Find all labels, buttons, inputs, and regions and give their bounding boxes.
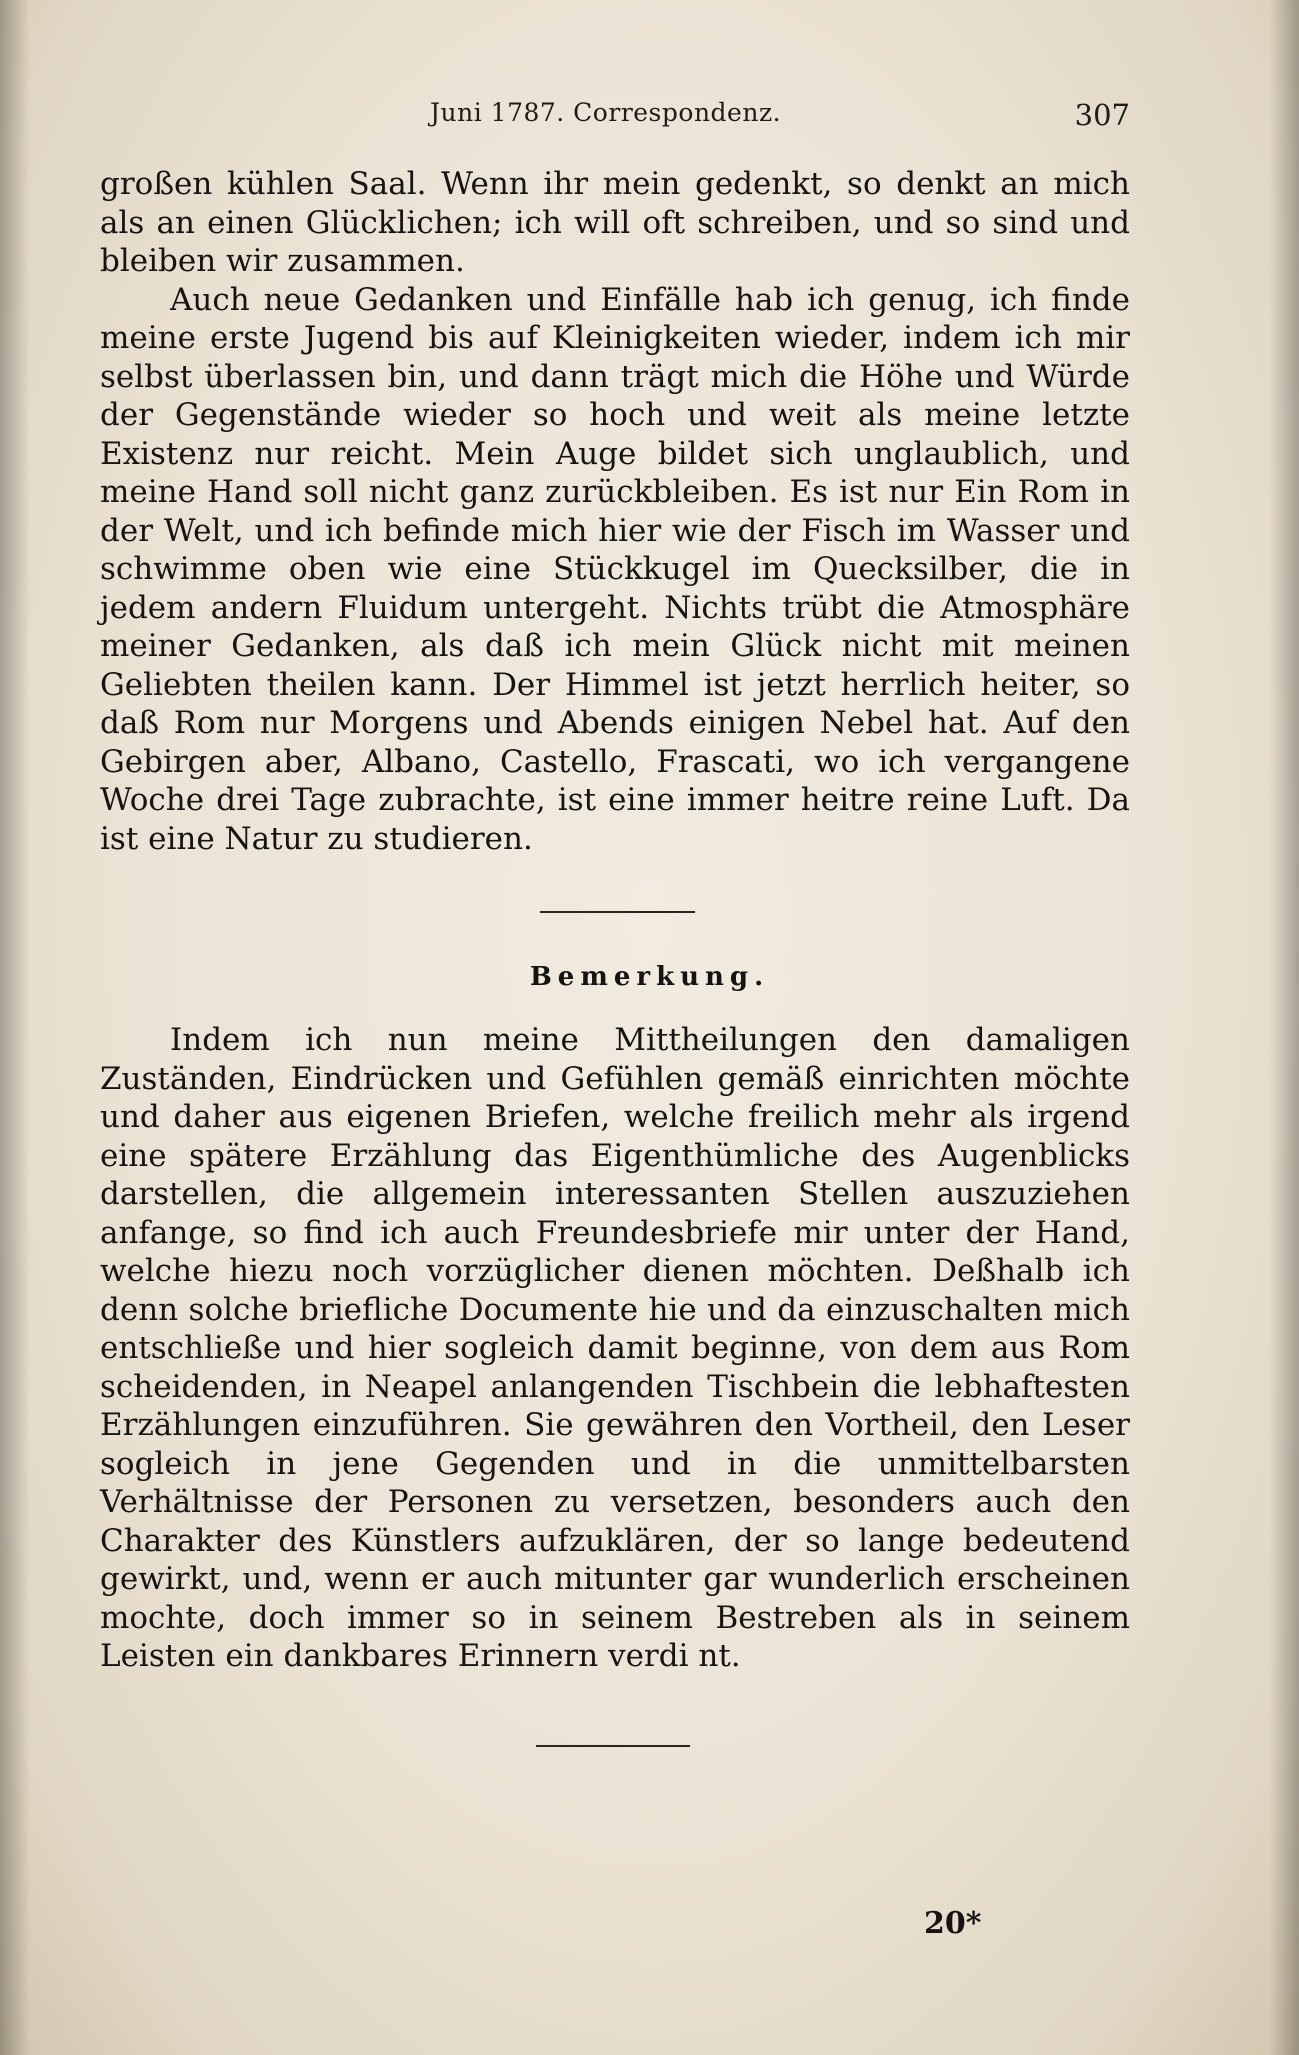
printer-signature: 20* [924, 1906, 982, 1941]
page-header [100, 98, 1130, 138]
letter-paragraph-continued: großen kühlen Saal. Wenn ihr mein gedenkt, so denkt an mich als an einen Glücklichen; ich will oft schreiben, und so sind und bleiben wir zusammen. [100, 166, 1130, 279]
right-page-shadow [1269, 0, 1299, 2055]
running-head: Juni 1787. Correspondenz. [430, 98, 782, 127]
section-divider [540, 911, 695, 913]
remark-text [100, 1021, 1130, 1676]
letter-paragraph: Auch neue Gedanken und Einfälle hab ich genug, ich finde meine erste Jugend bis auf Kleinigkeiten wieder, indem ich mir selbst überlassen bin, und dann trägt mich die Höhe und Würde der Gegenstände wieder so hoch und weit als meine letzte Existenz nur reicht. Mein Auge bildet sich unglaublich, und meine Hand soll nicht ganz zurückbleiben. Es ist nur Ein Rom in der Welt, und ich befinde mich hier wie der Fisch im Wasser und schwimme oben wie eine Stückkugel im Quecksilber, die in jedem andern Fluidum untergeht. Nichts trübt die Atmosphäre meiner Gedanken, als daß ich mein Glück nicht mit meinen Geliebten theilen kann. Der Himmel ist jetzt herrlich heiter, so daß Rom nur Morgens und Abends einigen Nebel hat. Auf den Gebirgen aber, Albano, Castello, Frascati, wo ich vergangene Woche drei Tage zubrachte, ist eine immer heitre reine Luft. Da ist eine Natur zu studieren. [100, 281, 1130, 857]
end-divider [536, 1745, 690, 1747]
section-heading: Bemerkung. [529, 962, 770, 992]
page-number: 307 [1074, 98, 1130, 132]
letter-text [100, 165, 1130, 858]
left-page-shadow [0, 0, 30, 2055]
remark-paragraph: Indem ich nun meine Mittheilungen den damaligen Zuständen, Eindrücken und Gefühlen gemäß einrichten möchte und daher aus eigenen Briefen, welche freilich mehr als irgend eine spätere Erzählung das Eigenthümliche des Augenblicks darstellen, die allgemein interessanten Stellen auszuziehen anfange, so find ich auch Freundesbriefe mir unter der Hand, welche hiezu noch vorzüglicher dienen möchten. Deßhalb ich denn solche briefliche Documente hie und da einzuschalten mich entschließe und hier sogleich damit beginne, von dem aus Rom scheidenden, in Neapel anlangenden Tischbein die lebhaftesten Erzählungen einzuführen. Sie gewähren den Vortheil, den Leser sogleich in jene Gegenden und in die unmittelbarsten Verhältnisse der Personen zu versetzen, besonders auch den Charakter des Künstlers aufzuklären, der so lange bedeutend gewirkt, und, wenn er auch mitunter gar wunderlich erscheinen mochte, doch immer so in seinem Bestreben als in seinem Leisten ein dankbares Erinnern verdi nt. [100, 1022, 1130, 1674]
